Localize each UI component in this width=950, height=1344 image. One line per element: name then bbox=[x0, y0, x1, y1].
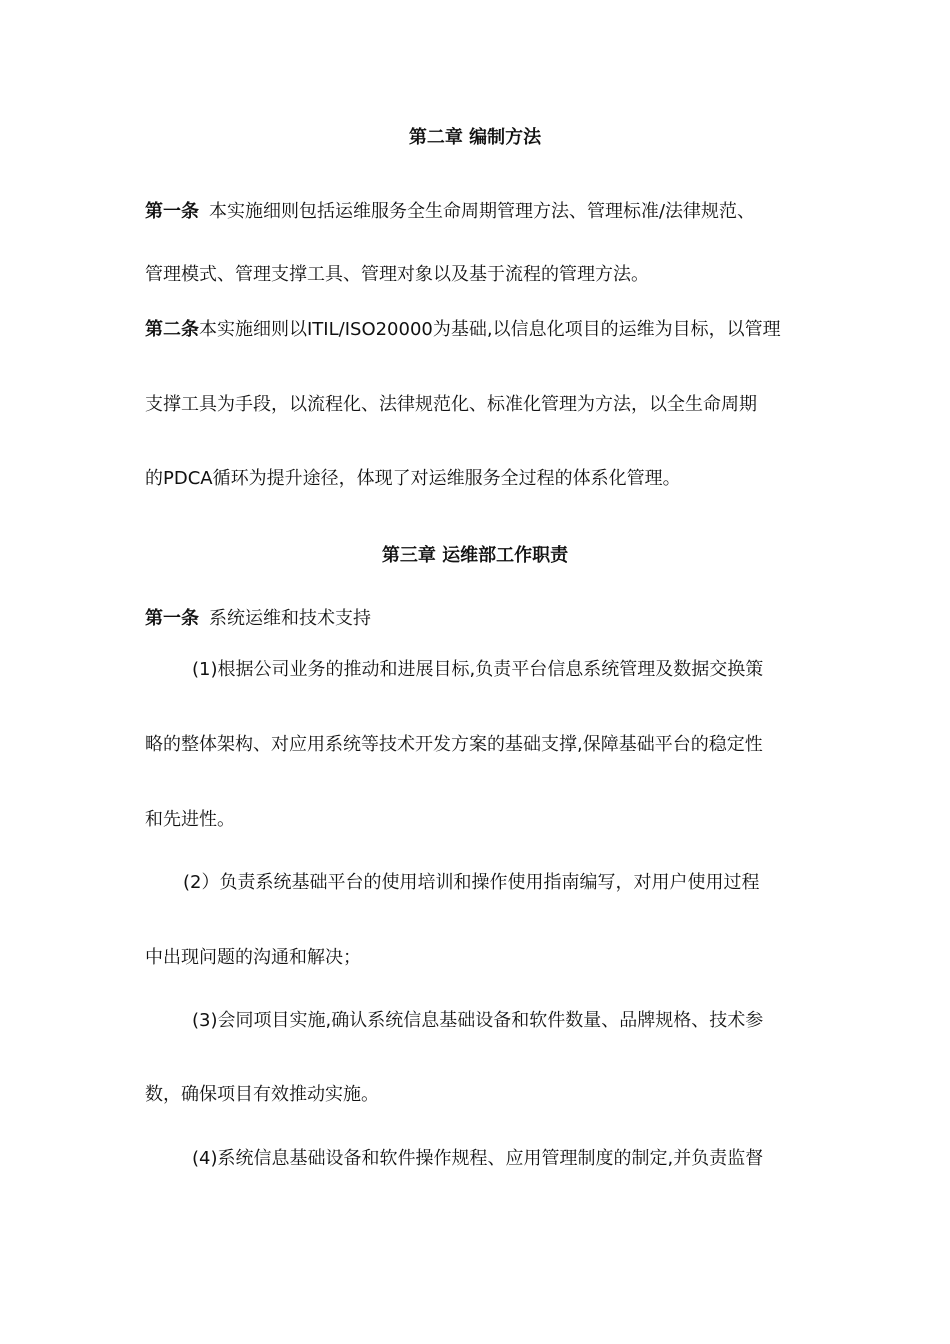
ch2-article-1-label: 第一条 bbox=[145, 201, 199, 222]
item-2-line-2: 中出现问题的沟通和解决； bbox=[145, 947, 361, 968]
item-4-line-1: (4)系统信息基础设备和软件操作规程、应用管理制度的制定,并负责监督 bbox=[192, 1148, 764, 1169]
chapter-3-title: 第三章 运维部工作职责 bbox=[381, 545, 569, 566]
ch2-article-1-line-2: 管理模式、管理支撑工具、管理对象以及基于流程的管理方法。 bbox=[145, 264, 649, 285]
ch3-article-1-label: 第一条 bbox=[145, 608, 199, 629]
ch2-article-2-label: 第二条 bbox=[145, 319, 199, 340]
item-3-line-1: (3)会同项目实施,确认系统信息基础设备和软件数量、品牌规格、技术参 bbox=[192, 1010, 764, 1031]
ch2-article-1-text-1: 本实施细则包括运维服务全生命周期管理方法、管理标准/法律规范、 bbox=[209, 201, 756, 222]
ch2-article-2-line-2: 支撑工具为手段，以流程化、法律规范化、标准化管理为方法，以全生命周期 bbox=[145, 394, 757, 415]
item-1-line-2: 略的整体架构、对应用系统等技术开发方案的基础支撑,保障基础平台的稳定性 bbox=[145, 734, 763, 755]
item-2-line-1: (2）负责系统基础平台的使用培训和操作使用指南编写，对用户使用过程 bbox=[183, 872, 760, 893]
ch3-article-1-heading bbox=[145, 607, 371, 631]
item-3-line-2: 数，确保项目有效推动实施。 bbox=[145, 1084, 379, 1105]
ch3-article-1-title: 系统运维和技术支持 bbox=[209, 608, 371, 629]
ch2-article-2-line-1 bbox=[145, 318, 781, 342]
item-1-line-1: (1)根据公司业务的推动和进展目标,负责平台信息系统管理及数据交换策 bbox=[192, 659, 764, 680]
ch2-article-2-line-3: 的PDCA循环为提升途径，体现了对运维服务全过程的体系化管理。 bbox=[145, 468, 681, 489]
item-1-line-3: 和先进性。 bbox=[145, 809, 235, 830]
ch2-article-2-text-1: 本实施细则以ITIL/ISO20000为基础,以信息化项目的运维为目标，以管理 bbox=[199, 319, 781, 340]
chapter-2-title: 第二章 编制方法 bbox=[408, 127, 542, 148]
ch2-article-1-line-1 bbox=[145, 200, 755, 224]
